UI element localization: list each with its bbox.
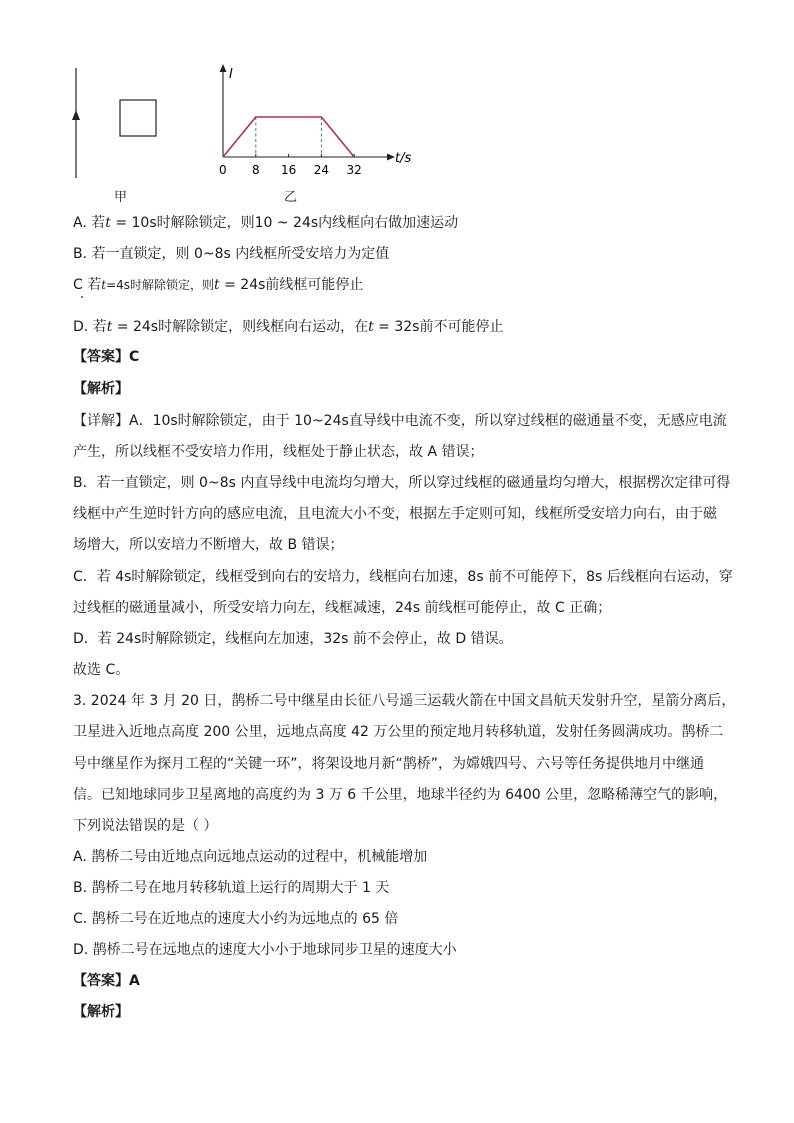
x-tick-label: 32 [346, 163, 362, 177]
origin-label: 0 [219, 163, 227, 177]
figure-jia [60, 60, 180, 185]
q2-analysis-line: D．若 24s时解除锁定，线框向左加速，32s 前不会停止，故 D 错误。 [73, 631, 513, 647]
x-tick-label: 16 [280, 163, 297, 177]
figure-yi-label: 乙 [284, 190, 298, 205]
q3-option-b: B. 鹊桥二号在地月转移轨道上运行的周期大于 1 天 [73, 880, 390, 896]
q2-analysis-title: 【解析】 [73, 381, 129, 397]
q3-stem-line: 下列说法错误的是（ ） [73, 818, 218, 834]
q2-answer: 【答案】C [73, 349, 140, 365]
wire-loop [120, 100, 156, 136]
x-axis-label: t/s [395, 151, 412, 166]
q3-stem-line: 3. 2024 年 3 月 20 日，鹊桥二号中继星由长征八号遥三运载火箭在中国文昌航天发射升空，星箭分离后， [73, 693, 736, 709]
q2-analysis-line: 过线框的磁通量减小，所受安培力向左，线框减速，24s 前线框可能停止，故 C 正确； [73, 600, 612, 616]
y-axis-arrow-icon [220, 64, 227, 72]
q3-option-d: D. 鹊桥二号在远地点的速度大小小于地球同步卫星的速度大小 [73, 942, 457, 958]
q2-analysis-line: 【详解】A．10s时解除锁定，由于 10~24s直导线中电流不变，所以穿过线框的磁通量不变，无感应电流 [73, 413, 727, 429]
q3-stem-line: 信。已知地球同步卫星离地的高度约为 3 万 6 千公里，地球半径约为 6400 公里，忽略稀薄空气的影响， [73, 787, 728, 803]
q2-analysis-line: 场增大，所以安培力不断增大，故 B 错误； [73, 537, 344, 553]
q2-option-a: A. 若t = 10s时解除锁定，则10 ~ 24s内线框向右做加速运动 [73, 215, 459, 231]
q3-stem-line: 卫星进入近地点高度 200 公里，远地点高度 42 万公里的预定地月转移轨道，发射任务圆满成功。鹊桥二 [73, 724, 724, 740]
q2-option-c: C 若t=4s时解除锁定，则t = 24s前线框可能停止 [73, 277, 364, 293]
q2-analysis-line: B．若一直锁定，则 0~8s 内直导线中电流均匀增大，所以穿过线框的磁通量均匀增大，根据楞次定律可得 [73, 475, 731, 491]
x-tick-label: 8 [251, 163, 260, 177]
stray-dot [81, 296, 83, 298]
y-axis-label: I [229, 67, 233, 82]
q3-analysis-title: 【解析】 [73, 1004, 129, 1020]
q2-analysis-line: C．若 4s时解除锁定，线框受到向右的安培力，线框向右加速，8s 前不可能停下，8s 后线框向右运动，穿 [73, 569, 733, 585]
q3-answer: 【答案】A [73, 973, 140, 989]
figure-yi-chart [205, 60, 425, 180]
q2-option-b: B. 若一直锁定，则 0~8s 内线框所受安培力为定值 [73, 246, 390, 262]
q2-conclusion: 故选 C。 [73, 662, 130, 678]
q2-analysis-line: 线框中产生逆时针方向的感应电流，且电流大小不变，根据左手定则可知，线框所受安培力向右，由于磁 [73, 506, 717, 522]
q3-option-a: A. 鹊桥二号由近地点向远地点运动的过程中，机械能增加 [73, 849, 428, 865]
q2-analysis-line: 产生，所以线框不受安培力作用，线框处于静止状态，故 A 错误； [73, 444, 484, 460]
q3-stem-line: 号中继星作为探月工程的“关键一环”，将架设地月新“鹊桥”，为嫦娥四号、六号等任务提供地月中继通 [73, 756, 705, 772]
current-series-line [223, 117, 354, 157]
q3-option-c: C. 鹊桥二号在近地点的速度大小约为远地点的 65 倍 [73, 911, 399, 927]
x-axis-arrow-icon [387, 154, 395, 161]
figure-jia-label: 甲 [114, 190, 128, 205]
q2-option-d: D. 若t = 24s时解除锁定，则线框向右运动，在t = 32s前不可能停止 [73, 319, 504, 335]
x-tick-label: 24 [313, 163, 330, 177]
current-arrow-icon [72, 110, 80, 120]
